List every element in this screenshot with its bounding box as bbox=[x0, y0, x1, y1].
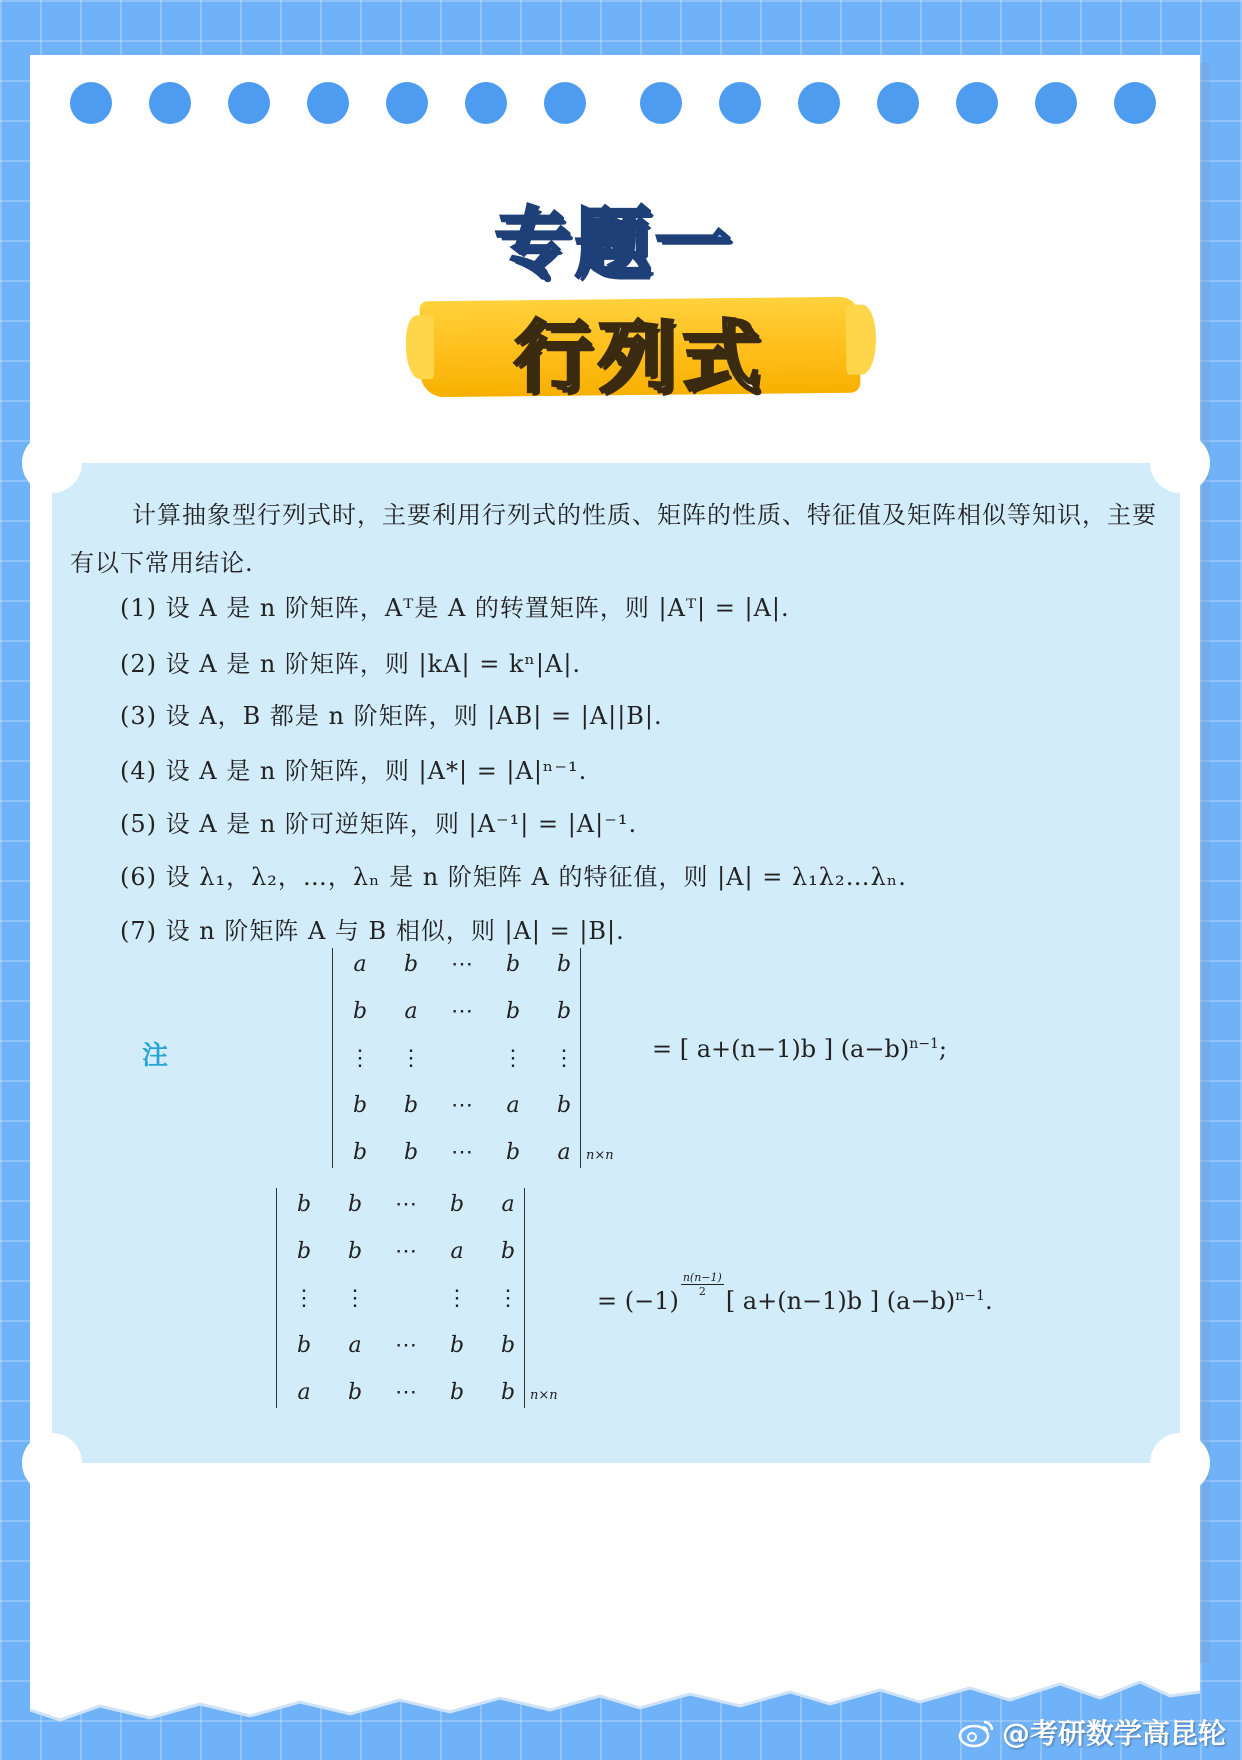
det-cell: ⋯ bbox=[451, 999, 473, 1024]
det-cell: b bbox=[505, 999, 521, 1024]
determinant-1 bbox=[332, 948, 632, 1188]
det-cell: a bbox=[557, 1140, 571, 1165]
det-cell: b bbox=[347, 1380, 363, 1405]
determinant-2 bbox=[276, 1188, 576, 1428]
det-cell: a bbox=[404, 999, 418, 1024]
det-cell: b bbox=[449, 1333, 465, 1358]
det-cell: b bbox=[500, 1333, 516, 1358]
conclusion-item-5: (5) 设 A 是 n 阶可逆矩阵，则 |A⁻¹| = |A|⁻¹. bbox=[120, 810, 638, 838]
det-cell: ⋯ bbox=[451, 1140, 473, 1165]
det-cell: ⋮ bbox=[349, 1046, 371, 1071]
det2-result-prefix: = (−1) bbox=[597, 1287, 679, 1315]
det-cell: b bbox=[352, 1093, 368, 1118]
det2-result bbox=[597, 1271, 993, 1315]
det-cell: ⋮ bbox=[344, 1286, 366, 1311]
binder-hole bbox=[307, 82, 349, 124]
topic-number-title: 专题一 bbox=[495, 199, 735, 288]
binder-hole bbox=[719, 82, 761, 124]
conclusion-item-6: (6) 设 λ₁，λ₂，…，λₙ 是 n 阶矩阵 A 的特征值，则 |A| = λ₁λ₂…λₙ. bbox=[120, 863, 907, 891]
credit-text: @考研数学高昆轮 bbox=[1001, 1717, 1226, 1750]
det-cell: ⋯ bbox=[395, 1192, 417, 1217]
det-left-bar bbox=[276, 1188, 277, 1408]
det-cell: b bbox=[500, 1239, 516, 1264]
binder-hole bbox=[228, 82, 270, 124]
note-label: 注 bbox=[142, 1041, 169, 1071]
det-cell: b bbox=[403, 952, 419, 977]
det-cell: ⋮ bbox=[446, 1286, 468, 1311]
det2-result-text: [ a+(n−1)b ] (a−b) bbox=[725, 1287, 956, 1315]
det-cell: b bbox=[347, 1239, 363, 1264]
det1-result-exponent: n−1 bbox=[909, 1036, 939, 1052]
content-panel bbox=[52, 463, 1180, 1463]
det-cell: b bbox=[352, 999, 368, 1024]
panel-corner-notch bbox=[22, 433, 82, 493]
binder-hole bbox=[1035, 82, 1077, 124]
det-cell: ⋯ bbox=[451, 952, 473, 977]
det-cell: b bbox=[403, 1093, 419, 1118]
det-cell: ⋮ bbox=[293, 1286, 315, 1311]
det2-result-exponent: n−1 bbox=[955, 1288, 985, 1304]
det-cell: b bbox=[556, 1093, 572, 1118]
det-cell: b bbox=[449, 1192, 465, 1217]
conclusion-item-4: (4) 设 A 是 n 阶矩阵，则 |A*| = |A|ⁿ⁻¹. bbox=[120, 757, 588, 785]
intro-paragraph bbox=[70, 491, 1160, 587]
det-cell: b bbox=[296, 1192, 312, 1217]
panel-corner-notch bbox=[1150, 433, 1210, 493]
weibo-icon bbox=[958, 1716, 996, 1748]
det1-result-end: ; bbox=[938, 1035, 947, 1063]
det-cell: b bbox=[403, 1140, 419, 1165]
binder-hole bbox=[544, 82, 586, 124]
topic-title: 行列式 bbox=[513, 313, 766, 403]
det-cell: b bbox=[556, 999, 572, 1024]
binder-hole bbox=[877, 82, 919, 124]
det-cell: b bbox=[347, 1192, 363, 1217]
det-cell: b bbox=[296, 1239, 312, 1264]
det1-result-text: = [ a+(n−1)b ] (a−b) bbox=[652, 1035, 910, 1063]
det-cell: a bbox=[353, 952, 367, 977]
panel-corner-notch bbox=[22, 1433, 82, 1493]
det-cell: b bbox=[449, 1380, 465, 1405]
det-cell: ⋯ bbox=[395, 1333, 417, 1358]
det-cell: b bbox=[352, 1140, 368, 1165]
conclusion-item-1: (1) 设 A 是 n 阶矩阵，Aᵀ是 A 的转置矩阵，则 |Aᵀ| = |A|. bbox=[120, 594, 790, 622]
det-cell: a bbox=[348, 1333, 362, 1358]
binder-hole bbox=[386, 82, 428, 124]
det-cell: b bbox=[296, 1333, 312, 1358]
binder-hole bbox=[70, 82, 112, 124]
binder-hole bbox=[1114, 82, 1156, 124]
conclusion-item-7: (7) 设 n 阶矩阵 A 与 B 相似，则 |A| = |B|. bbox=[120, 917, 625, 945]
intro-text: 计算抽象型行列式时，主要利用行列式的性质、矩阵的性质、特征值及矩阵相似等知识，主要有以下常用结论. bbox=[70, 501, 1157, 577]
det2-exponent-fraction bbox=[681, 1271, 724, 1298]
det-subscript: n×n bbox=[586, 1148, 614, 1163]
binder-hole bbox=[465, 82, 507, 124]
binder-hole bbox=[798, 82, 840, 124]
det-cell: b bbox=[505, 952, 521, 977]
det2-result-end: . bbox=[984, 1287, 993, 1315]
det-cell: ⋯ bbox=[451, 1093, 473, 1118]
det-cell: ⋯ bbox=[395, 1239, 417, 1264]
watermark-credit bbox=[958, 1712, 1226, 1752]
det-cell: ⋮ bbox=[400, 1046, 422, 1071]
det-cell: a bbox=[506, 1093, 520, 1118]
det-cell: b bbox=[556, 952, 572, 977]
conclusion-item-2: (2) 设 A 是 n 阶矩阵，则 |kA| = kⁿ|A|. bbox=[120, 650, 582, 678]
binder-hole bbox=[640, 82, 682, 124]
fraction-numerator: n(n−1) bbox=[682, 1271, 722, 1284]
fraction-denominator: 2 bbox=[698, 1285, 706, 1298]
det-cell: a bbox=[501, 1192, 515, 1217]
det-cell: ⋮ bbox=[497, 1286, 519, 1311]
topic-title-banner bbox=[420, 287, 860, 405]
det-cell: a bbox=[450, 1239, 464, 1264]
det-cell: ⋮ bbox=[502, 1046, 524, 1071]
det-left-bar bbox=[332, 948, 333, 1168]
det-cell: b bbox=[500, 1380, 516, 1405]
binder-hole bbox=[149, 82, 191, 124]
panel-corner-notch bbox=[1150, 1433, 1210, 1493]
det-subscript: n×n bbox=[530, 1388, 558, 1403]
det-cell: ⋯ bbox=[395, 1380, 417, 1405]
binder-hole bbox=[956, 82, 998, 124]
det-cell: a bbox=[297, 1380, 311, 1405]
det1-result bbox=[652, 1035, 947, 1063]
notebook-paper bbox=[30, 55, 1200, 1655]
det-cell: b bbox=[505, 1140, 521, 1165]
det-cell: ⋮ bbox=[553, 1046, 575, 1071]
binder-holes bbox=[30, 82, 1200, 128]
conclusion-item-3: (3) 设 A，B 都是 n 阶矩阵，则 |AB| = |A||B|. bbox=[120, 702, 663, 730]
